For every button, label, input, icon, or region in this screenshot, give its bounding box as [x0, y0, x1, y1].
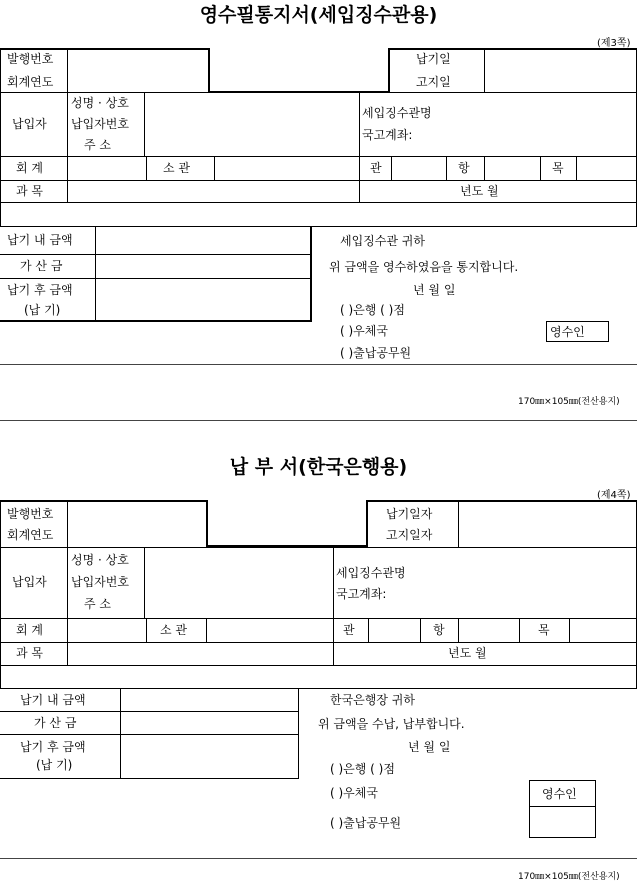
payer-label-bottom: 납입자: [12, 575, 47, 589]
bank-line-bottom: ( )은행 ( )점: [330, 762, 395, 776]
surcharge-label-bottom: 가 산 금: [34, 716, 77, 730]
subject-label-bottom: 과 목: [16, 646, 43, 660]
payer-label: 납입자: [12, 117, 47, 131]
amount-after-sub-label-bottom: (납 기): [36, 758, 73, 772]
subject-label: 과 목: [16, 184, 43, 198]
hang-label: 항: [458, 161, 470, 175]
year-month-label-bottom: 년도 월: [448, 646, 487, 660]
date-line-bottom: 년 월 일: [408, 740, 451, 754]
address-label: 주 소: [84, 138, 111, 152]
stamp-label-bottom: 영수인: [542, 787, 577, 801]
due-date-label: 납기일: [416, 52, 451, 66]
treasury-account-label-bottom: 국고계좌:: [336, 587, 387, 601]
page-number-bottom: (제4쪽): [597, 490, 631, 501]
surcharge-label: 가 산 금: [20, 259, 63, 273]
name-company-label: 성명 · 상호: [71, 96, 129, 110]
due-date-label-bottom: 납기일자: [386, 507, 433, 521]
fiscal-year-label-bottom: 회계연도: [7, 528, 54, 542]
page-title: 영수필통지서(세입징수관용): [199, 4, 438, 26]
year-month-label: 년도 월: [460, 184, 499, 198]
bank-line: ( )은행 ( )점: [340, 303, 405, 317]
account-label-bottom: 회 계: [16, 623, 43, 637]
post-office-line-bottom: ( )우체국: [330, 786, 378, 800]
mok-label-bottom: 목: [538, 623, 550, 637]
payer-number-label: 납입자번호: [71, 117, 129, 131]
stamp-label: 영수인: [550, 325, 585, 339]
page-number: (제3쪽): [597, 38, 631, 49]
page-title-bottom: 납 부 서(한국은행용): [229, 456, 408, 478]
payer-number-label-bottom: 납입자번호: [71, 575, 129, 589]
jurisdiction-label-bottom: 소 관: [160, 623, 187, 637]
officer-line: ( )출납공무원: [340, 346, 412, 360]
account-label: 회 계: [16, 161, 43, 175]
hang-label-bottom: 항: [433, 623, 445, 637]
date-line: 년 월 일: [413, 283, 456, 297]
notice-date-label: 고지일: [416, 75, 451, 89]
mok-label: 목: [552, 161, 564, 175]
collector-name-label: 세입징수관명: [362, 106, 432, 120]
collector-name-label-bottom: 세입징수관명: [336, 566, 406, 580]
addressee-bottom: 한국은행장 귀하: [330, 693, 415, 707]
amount-before-label: 납기 내 금액: [7, 233, 73, 247]
statement: 위 금액을 영수하였음을 통지합니다.: [329, 260, 519, 274]
jurisdiction-label: 소 관: [163, 161, 190, 175]
statement-bottom: 위 금액을 수납, 납부합니다.: [318, 717, 465, 731]
amount-after-label: 납기 후 금액: [7, 283, 73, 297]
amount-after-sub-label: (납 기): [24, 303, 61, 317]
issue-number-label: 발행번호: [7, 52, 54, 66]
size-note-bottom: 170㎜×105㎜(전산용지): [518, 872, 620, 882]
name-company-label-bottom: 성명 · 상호: [71, 553, 129, 567]
size-note: 170㎜×105㎜(전산용지): [518, 397, 620, 407]
officer-line-bottom: ( )출납공무원: [330, 816, 402, 830]
amount-before-label-bottom: 납기 내 금액: [20, 693, 86, 707]
treasury-account-label: 국고계좌:: [362, 128, 413, 142]
amount-after-label-bottom: 납기 후 금액: [20, 740, 86, 754]
gwan-label-bottom: 관: [343, 623, 355, 637]
fiscal-year-label: 회계연도: [7, 75, 54, 89]
addressee: 세입징수관 귀하: [340, 234, 425, 248]
notice-date-label-bottom: 고지일자: [386, 528, 433, 542]
issue-number-label-bottom: 발행번호: [7, 507, 54, 521]
gwan-label: 관: [370, 161, 382, 175]
post-office-line: ( )우체국: [340, 324, 388, 338]
address-label-bottom: 주 소: [84, 597, 111, 611]
